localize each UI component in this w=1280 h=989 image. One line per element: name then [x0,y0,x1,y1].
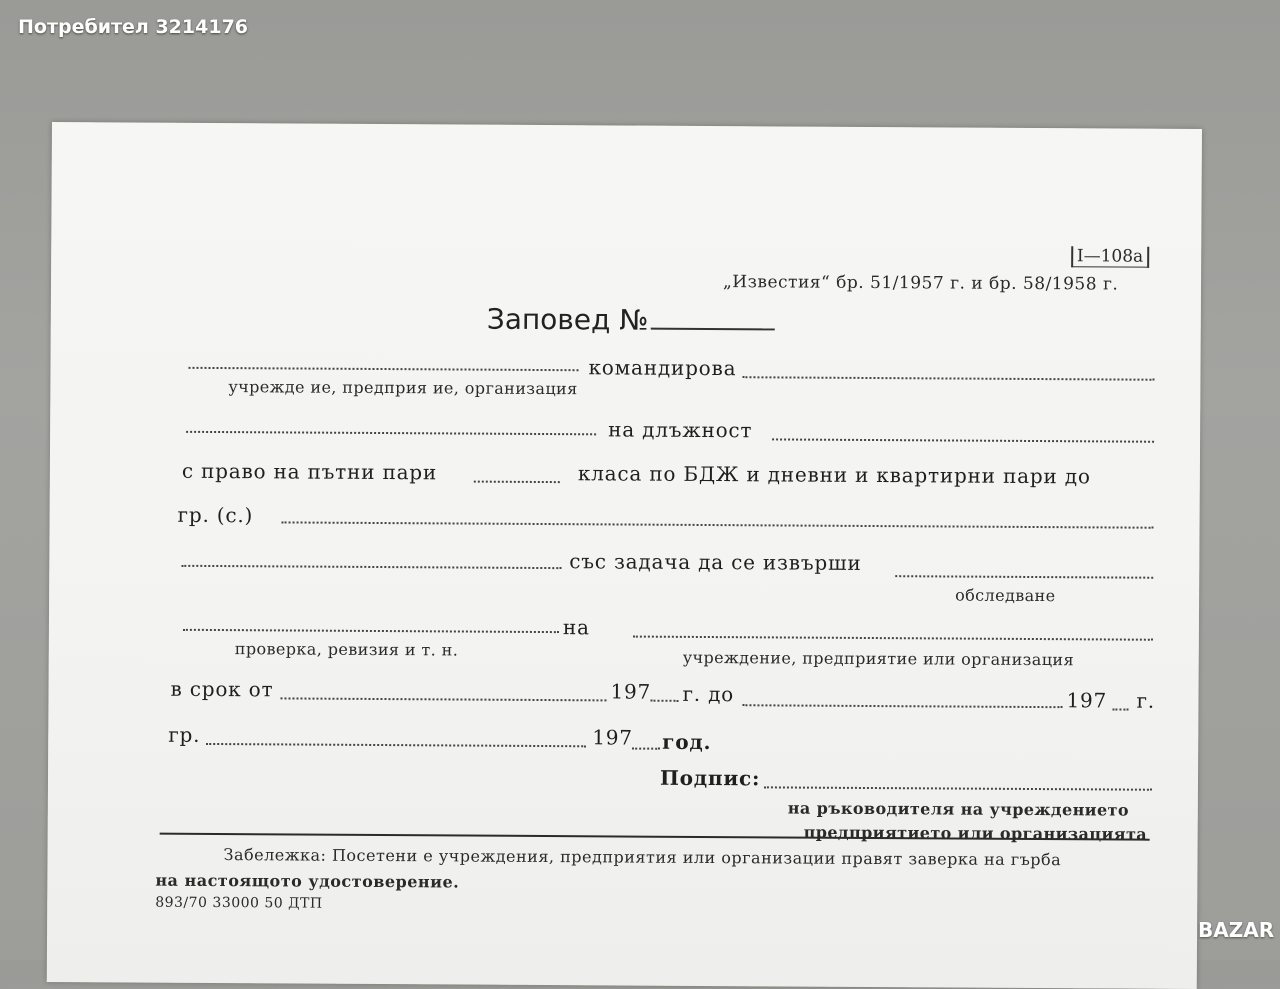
task-prefix-field [181,565,561,569]
city-field [282,521,1154,528]
line5-text: със задача да се извърши [569,549,862,575]
line1-text: командирова [588,355,737,381]
form-code [879,245,1149,268]
start-date-field [280,697,606,701]
line7-year2: 197 [1066,688,1108,713]
title-text: Заповед № [486,302,649,337]
source-reference: „Известия“ бр. 51/1957 г. и бр. 58/1958 г. [722,272,1119,295]
form-sheet [47,122,1202,989]
institution-field [188,367,578,371]
order-number-field [650,306,774,331]
bazar-logo: BAZAR [1198,918,1275,942]
line8-year: 197 [592,725,633,750]
employee-name-field [742,376,1154,381]
line7-end: г. [1136,688,1155,713]
line3-right: класа по БДЖ и дневни и квартирни пари до [577,461,1091,489]
line2-text: на длъжност [608,417,753,443]
line3-left: с право на пътни пари [181,458,438,485]
signature-sub2: предприятието или организацията [803,822,1148,844]
line1-sub: учрежде ие, предприя ие, организация [228,377,578,399]
name-field-2 [186,431,596,436]
line8-end: год. [662,729,712,755]
user-label: Потребител 3214176 [18,16,249,38]
start-year-field [650,700,678,702]
end-year-field [1112,708,1128,710]
end-date-field [742,704,1062,708]
form-code-box: I—108a [1071,246,1149,267]
signature-label: Подпис: [659,765,761,791]
inspection-field [183,629,559,633]
line7-start: в срок от [170,676,274,702]
document-title [487,303,775,338]
travel-class-field [474,481,560,484]
line5-sub: обследване [955,585,1056,606]
note-line1: Забележка: Посетени е учреждения, предприятия или организации правят заверка на гърба [223,845,1062,870]
task-field [895,575,1153,579]
signature-sub1: на ръководителя на учреждението [787,798,1130,820]
line7-year1: 197 [610,679,652,704]
position-field [772,438,1154,442]
print-code: 893/70 33000 50 ДТП [155,894,323,912]
line7-mid: г. до [682,681,735,707]
note-line2: на настоящото удостоверение. [155,870,460,892]
issue-date-field [206,743,586,747]
line8-start: гр. [168,722,201,747]
line6-text: на [562,615,590,640]
line6-sub-left: проверка, ревизия и т. н. [234,639,459,660]
organization-field [633,636,1153,641]
signature-field [764,786,1152,790]
issue-year-field [632,748,660,750]
line6-sub-right: учреждение, предприятие или организация [682,647,1075,670]
line4-text: гр. (с.) [177,502,254,528]
